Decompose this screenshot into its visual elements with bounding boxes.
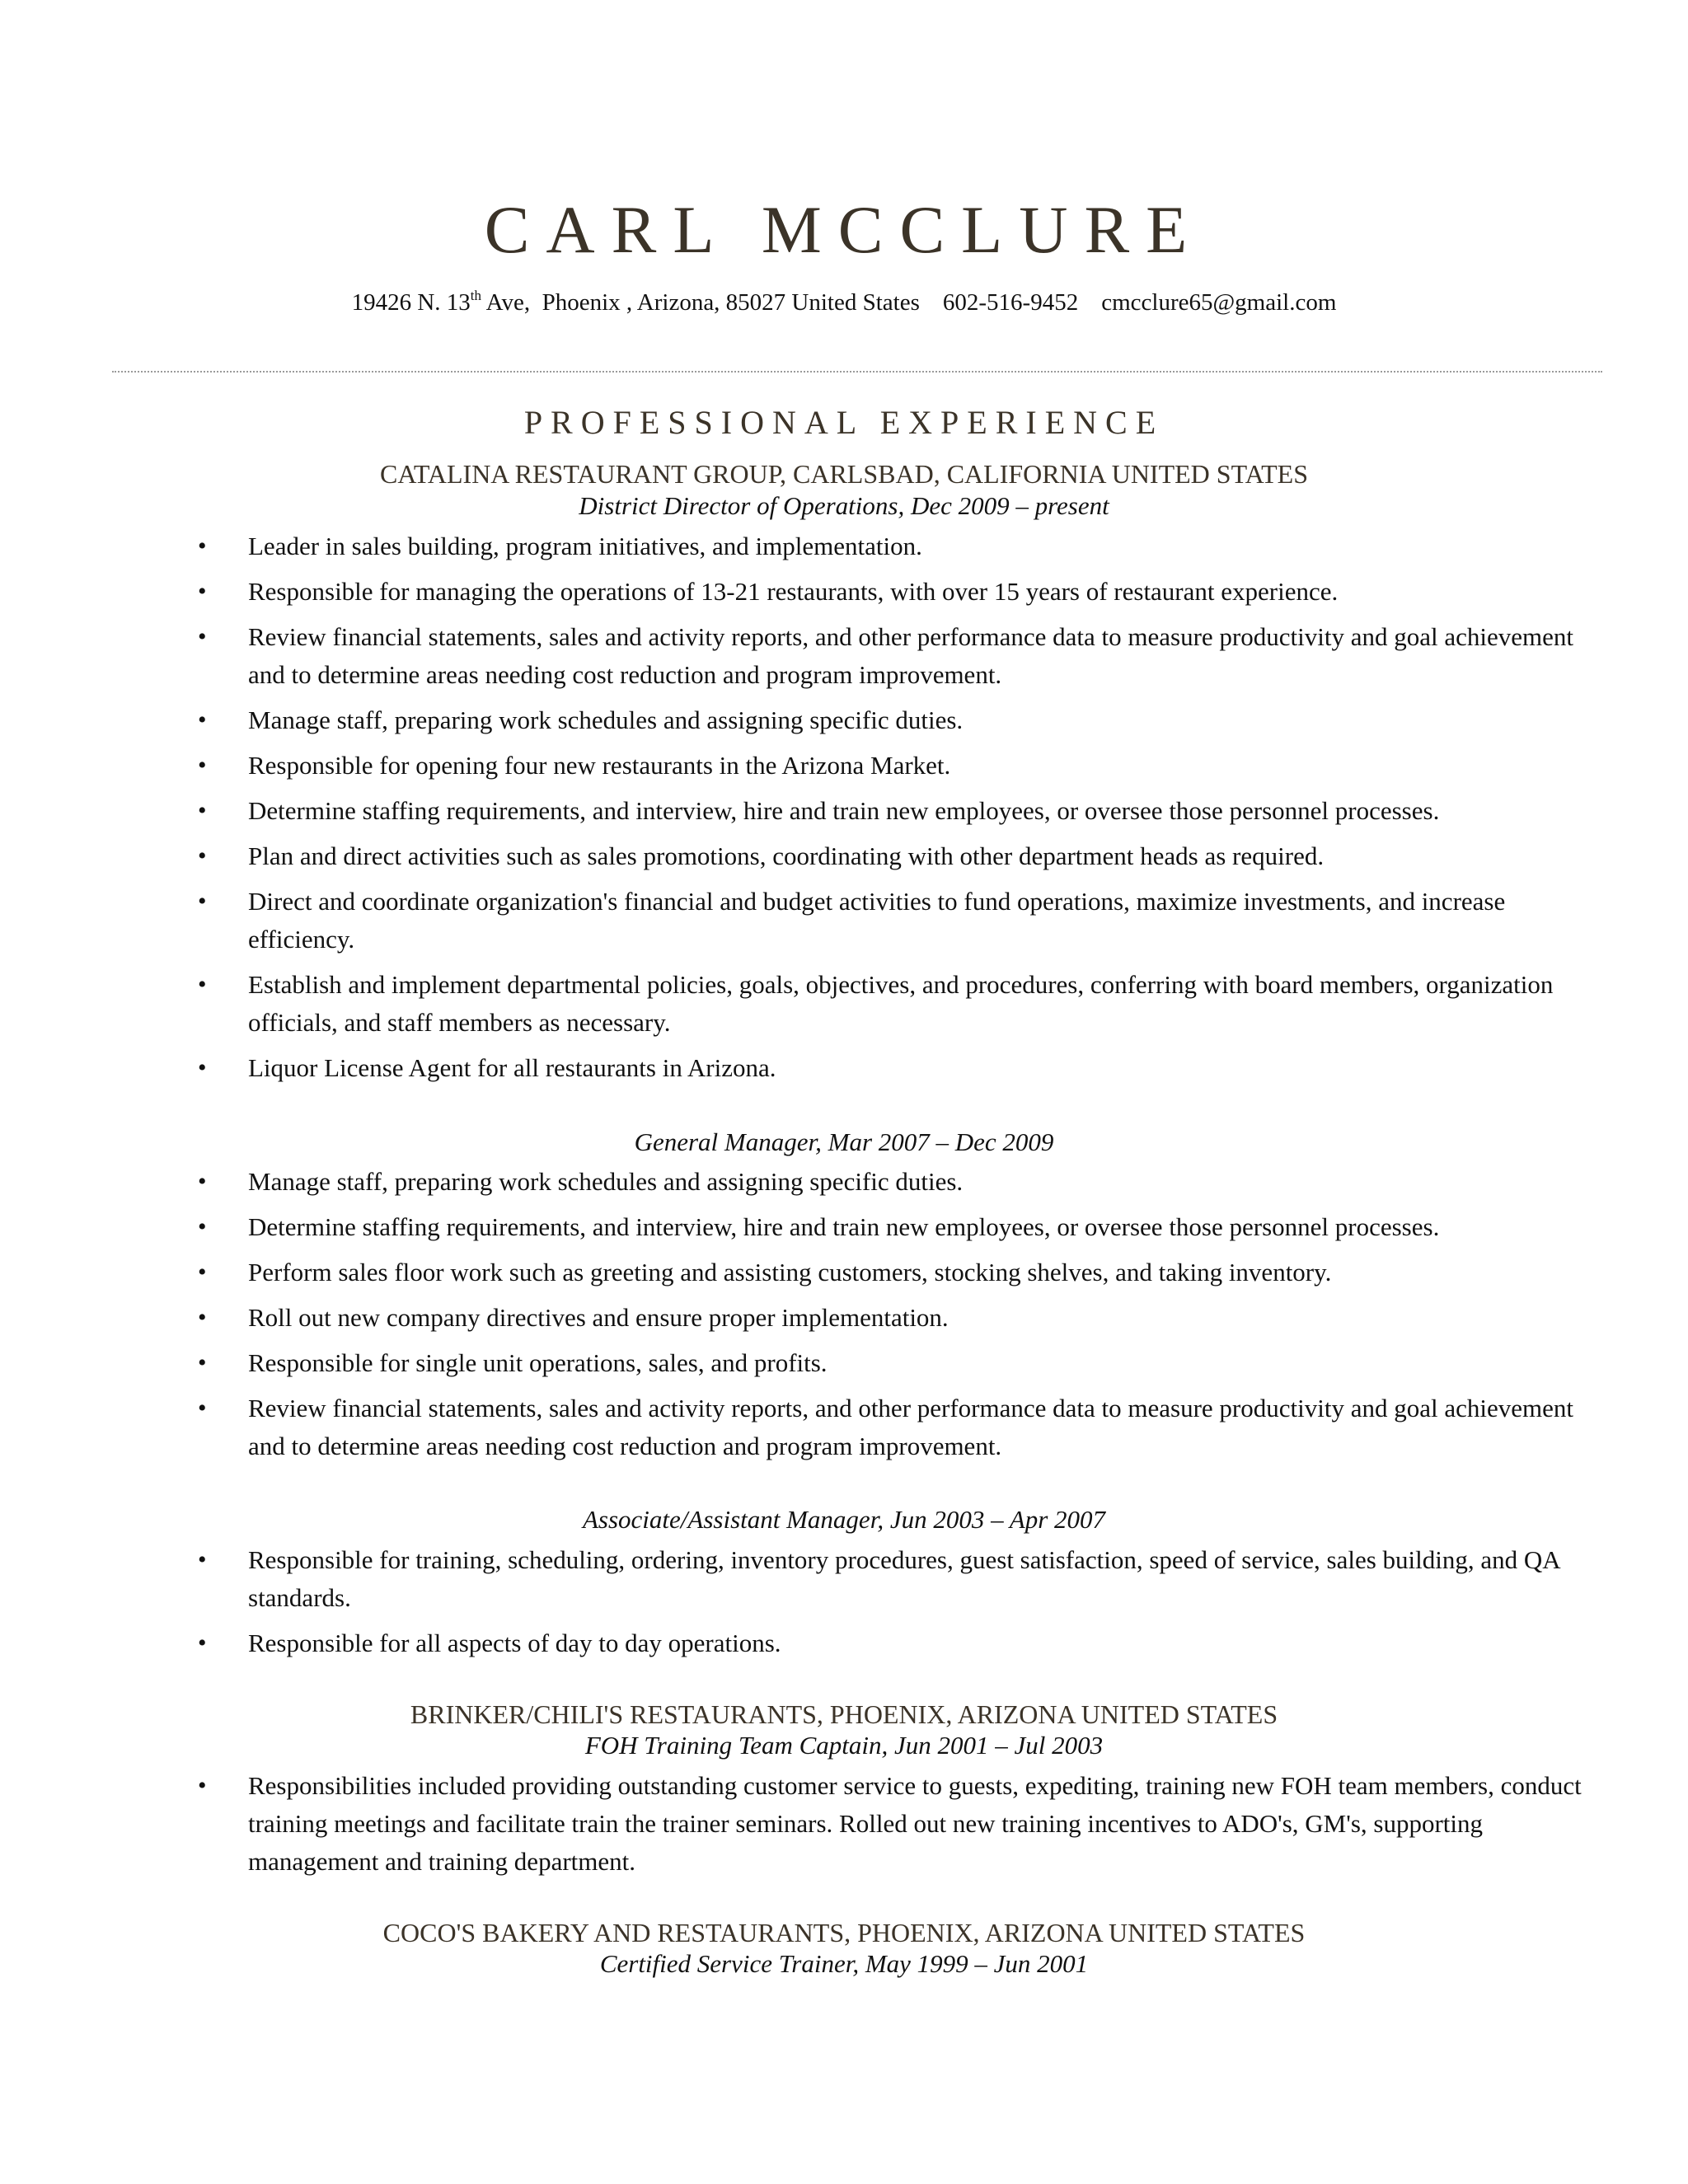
list-item: • Determine staffing requirements, and interview, hire and train new employees, or oversee those personnel processes. bbox=[0, 792, 1688, 830]
list-item: • Plan and direct activities such as sales promotions, coordinating with other department heads as required. bbox=[0, 837, 1688, 875]
list-item: • Responsible for training, scheduling, ordering, inventory procedures, guest satisfaction, speed of service, sales building, and QA standards. bbox=[0, 1541, 1688, 1617]
list-item: • Responsible for managing the operations of 13-21 restaurants, with over 15 years of restaurant experience. bbox=[0, 573, 1688, 611]
address bbox=[351, 288, 920, 316]
role-title: FOH Training Team Captain, Jun 2001 – Jul 2003 bbox=[584, 1731, 1104, 1760]
address-city: Ave, Phoenix , Arizona, 85027 United States bbox=[481, 289, 920, 316]
header-divider bbox=[112, 371, 1602, 373]
list-item: • Responsible for all aspects of day to day operations. bbox=[0, 1624, 1688, 1662]
list-item: • Responsibilities included providing outstanding customer service to guests, expediting, training new FOH team members, conduct training meetings and facilitate train the trainer seminars. Rolled out new training incentives to ADO's, GM's, supporting management and training department. bbox=[0, 1767, 1688, 1881]
list-item: • Responsible for opening four new restaurants in the Arizona Market. bbox=[0, 747, 1688, 785]
address-ordinal: th bbox=[470, 288, 482, 303]
list-item: • Review financial statements, sales and activity reports, and other performance data to measure productivity and goal achievement and to determine areas needing cost reduction and program improvement. bbox=[0, 618, 1688, 694]
role-title: Certified Service Trainer, May 1999 – Jun 2001 bbox=[599, 1949, 1089, 1978]
list-item: • Establish and implement departmental policies, goals, objectives, and procedures, conferring with board members, organization officials, and staff members as necessary. bbox=[0, 966, 1688, 1042]
role-title: Associate/Assistant Manager, Jun 2003 – Apr 2007 bbox=[582, 1505, 1106, 1534]
list-item: • Determine staffing requirements, and interview, hire and train new employees, or oversee those personnel processes. bbox=[0, 1208, 1688, 1246]
list-item: • Roll out new company directives and ensure proper implementation. bbox=[0, 1299, 1688, 1337]
phone: 602-516-9452 bbox=[942, 289, 1079, 316]
bullet-list bbox=[0, 1541, 1688, 1670]
list-item: • Responsible for single unit operations, sales, and profits. bbox=[0, 1344, 1688, 1382]
list-item: • Perform sales floor work such as greeting and assisting customers, stocking shelves, and taking inventory. bbox=[0, 1254, 1688, 1291]
role-title: General Manager, Mar 2007 – Dec 2009 bbox=[634, 1127, 1054, 1156]
list-item: • Liquor License Agent for all restaurants in Arizona. bbox=[0, 1049, 1688, 1087]
list-item: • Direct and coordinate organization's financial and budget activities to fund operations, maximize investments, and increase efficiency. bbox=[0, 883, 1688, 958]
candidate-name: CARL MCCLURE bbox=[484, 192, 1204, 267]
list-item: • Manage staff, preparing work schedules and assigning specific duties. bbox=[0, 1163, 1688, 1201]
list-item: • Leader in sales building, program initiatives, and implementation. bbox=[0, 527, 1688, 565]
company-name: BRINKER/CHILI'S RESTAURANTS, PHOENIX, ARIZONA UNITED STATES bbox=[410, 1699, 1278, 1729]
list-item: • Manage staff, preparing work schedules and assigning specific duties. bbox=[0, 701, 1688, 739]
company-name: COCO'S BAKERY AND RESTAURANTS, PHOENIX, ARIZONA UNITED STATES bbox=[382, 1918, 1306, 1947]
company-name: CATALINA RESTAURANT GROUP, CARLSBAD, CALIFORNIA UNITED STATES bbox=[379, 459, 1309, 489]
bullet-list bbox=[0, 1163, 1688, 1473]
bullet-list bbox=[0, 1767, 1688, 1888]
address-street: 19426 N. 13 bbox=[351, 289, 471, 316]
email: cmcclure65@gmail.com bbox=[1101, 289, 1337, 316]
list-item: • Review financial statements, sales and activity reports, and other performance data to measure productivity and goal achievement and to determine areas needing cost reduction and program improvement. bbox=[0, 1390, 1688, 1465]
contact-line bbox=[0, 288, 1688, 316]
section-title-experience: PROFESSIONAL EXPERIENCE bbox=[523, 404, 1165, 441]
bullet-list bbox=[0, 527, 1688, 1094]
role-title: District Director of Operations, Dec 2009 – present bbox=[579, 491, 1109, 520]
